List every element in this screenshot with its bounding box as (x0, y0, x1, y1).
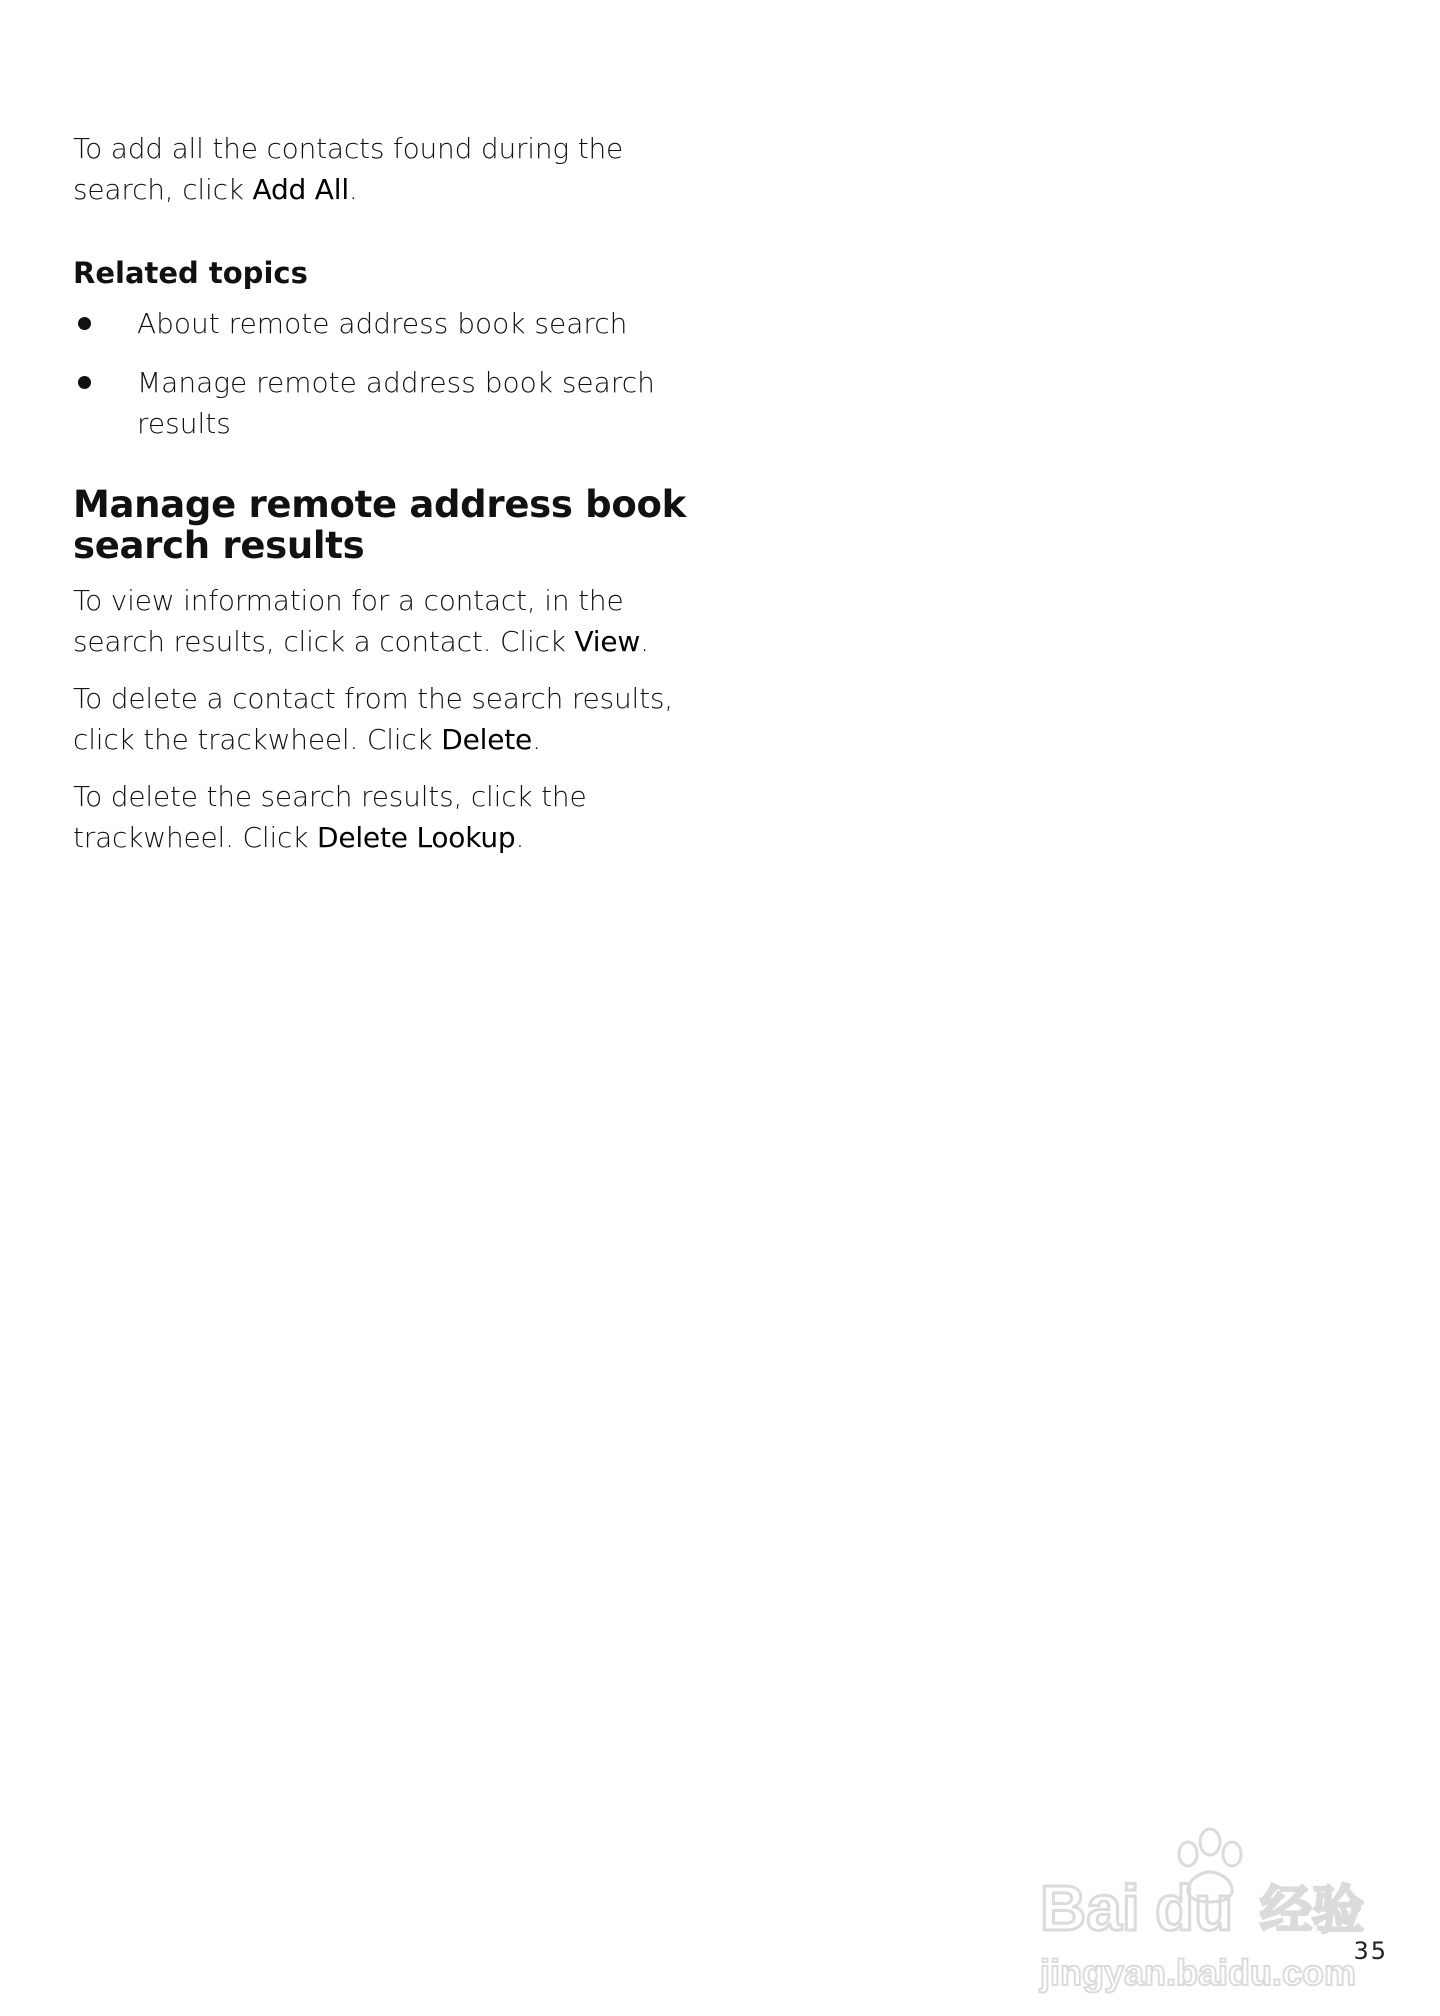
delete-lookup-term: Delete Lookup (316, 821, 516, 854)
bullet-icon (78, 317, 91, 330)
intro-punctuation: . (348, 173, 358, 206)
paragraph-punctuation: . (515, 821, 525, 854)
intro-text: To add all the contacts found during the search, click (73, 132, 624, 206)
svg-text:du: du (1155, 1872, 1234, 1944)
related-topics-title: Related topics (73, 256, 308, 290)
view-term: View (574, 625, 641, 658)
paragraph-punctuation: . (532, 723, 541, 756)
related-topic-item[interactable] (73, 303, 713, 344)
add-all-term: Add All (252, 173, 349, 206)
section-heading: Manage remote address book search results (73, 483, 686, 567)
page-content (73, 128, 713, 858)
intro-paragraph (73, 128, 713, 210)
section-paragraph (73, 776, 713, 858)
related-topic-label: Manage remote address book search results (137, 366, 655, 440)
section-paragraph (73, 580, 713, 662)
page-number: 35 (1353, 1937, 1388, 1965)
related-topics-list (73, 303, 713, 444)
bullet-icon (78, 376, 91, 389)
related-topic-label: About remote address book search (137, 307, 628, 340)
svg-text:经验: 经验 (1260, 1881, 1365, 1941)
paragraph-text: To view information for a contact, in the search results, click a contact. Click (73, 584, 624, 658)
svg-text:Bai: Bai (1040, 1872, 1140, 1944)
svg-text:jingyan.baidu.com: jingyan.baidu.com (1040, 1952, 1357, 1993)
section-paragraph (73, 678, 713, 760)
paragraph-text: To delete a contact from the search results, click the trackwheel. Click (73, 682, 673, 756)
related-topic-item[interactable] (73, 362, 713, 444)
paragraph-text: To delete the search results, click the trackwheel. Click (73, 780, 587, 854)
delete-term: Delete (441, 723, 533, 756)
baidu-watermark-logo (1030, 1820, 1390, 2000)
paragraph-punctuation: . (640, 625, 649, 658)
